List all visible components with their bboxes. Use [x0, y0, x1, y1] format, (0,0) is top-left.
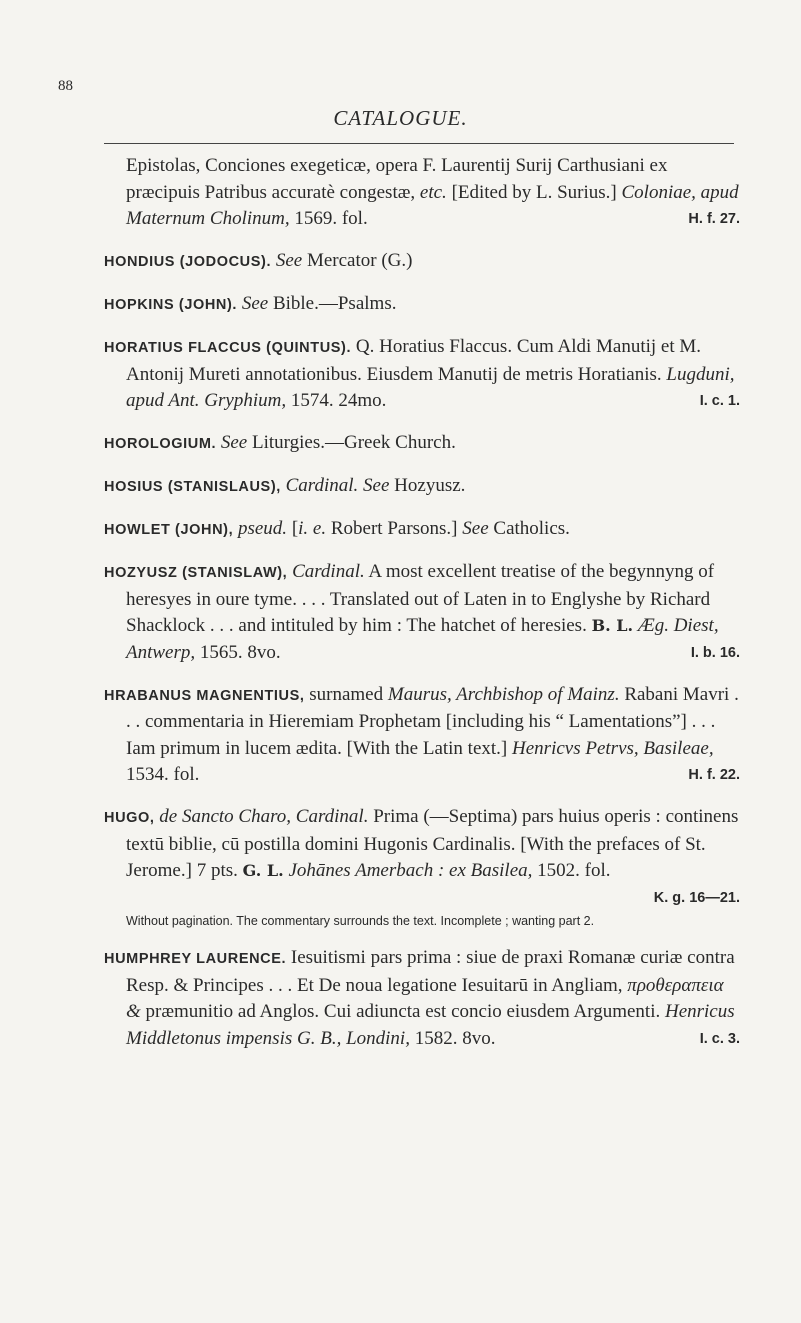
see-reference: See [462, 518, 489, 539]
entry-date-format: 1569. fol. [289, 208, 368, 229]
catalogue-entries [104, 153, 740, 1068]
entry-date-format: 1565. 8vo. [195, 641, 281, 663]
entry-heading: HOPKINS (JOHN). [104, 297, 238, 313]
entry-text: præmunitio ad Anglos. Cui adiuncta est concio eiusdem Argumenti. [145, 1001, 665, 1022]
entry-text: surnamed [304, 683, 388, 705]
header-rule [104, 143, 734, 144]
entry-imprint: Coloniae, apud Maternum Cholinum, [126, 181, 739, 229]
page-number: 88 [58, 78, 73, 94]
entry-heading: HRABANUS MAGNENTIUS, [104, 687, 305, 704]
entry-hondius [104, 248, 740, 276]
entry-text: Prima (—Septima) pars huius operis : continens textū biblie, cū postilla domini Hugonis Cardinalis. [With the prefaces of St. Jerome.] 7 pts. [126, 806, 739, 881]
black-letter-mark: B. L. [591, 616, 634, 635]
entry-text: Hozyusz. [389, 475, 466, 496]
entry-text: Liturgies.—Greek Church. [247, 432, 456, 453]
entry-note: Without pagination. The commentary surrounds the text. Incomplete ; wanting part 2. [126, 914, 595, 928]
entry-horologium [104, 430, 740, 458]
entry-hosius [104, 473, 740, 501]
entry-text: Mercator (G.) [302, 250, 413, 271]
running-head: CATALOGUE. [333, 106, 468, 130]
see-reference: Cardinal. See [285, 475, 390, 496]
entry-humphrey [104, 945, 740, 1052]
entry-heading: HORATIUS FLACCUS (QUINTUS). [104, 340, 352, 356]
entry-imprint: Henricus Middletonus impensis G. B., Londini, [126, 1001, 735, 1049]
entry-hugo [104, 804, 740, 885]
gothic-letter-mark: G. L. [242, 861, 284, 880]
entry-italic: i. e. [298, 518, 327, 539]
entry-imprint: Lugduni, apud Ant. Gryphium, [126, 363, 735, 411]
entry-imprint: Henricvs Petrvs, Basileae, [512, 737, 714, 759]
entry-italic: pseud. [237, 518, 288, 539]
entry-text: Robert Parsons.] [326, 518, 463, 539]
entry-heading: HUGO, [104, 810, 155, 826]
entry-date-format: 1502. fol. [532, 860, 611, 881]
entry-imprint: Æg. Diest, Antwerp, [126, 615, 719, 663]
entry-heading: HOSIUS (STANISLAUS), [104, 479, 281, 495]
entry-hrabanus [104, 682, 740, 789]
entry-surius-epistolas [104, 153, 740, 233]
entry-date-format: 1534. fol. [126, 764, 200, 785]
entry-italic: Cardinal. [292, 561, 365, 582]
entry-text: Q. Horatius Flaccus. Cum Aldi Manutij et M. Antonij Mureti annotationibus. Eiusdem Manutij de metris Horatianis. [126, 336, 702, 385]
see-reference: See [275, 250, 303, 271]
entry-heading: HOWLET (JOHN), [104, 522, 234, 538]
entry-hozyusz [104, 559, 740, 666]
press-mark: K. g. 16—21. [653, 889, 740, 906]
press-mark: I. c. 3. [699, 1030, 740, 1047]
entry-imprint: Johānes Amerbach : ex Basilea, [288, 860, 533, 881]
entry-date-format: 1582. 8vo. [409, 1027, 496, 1049]
entry-text: Iesuitismi pars prima : siue de praxi Romanæ curiæ contra Resp. & Principes . . . Et De noua legatione Iesuitarū in Angliam, [126, 947, 735, 996]
entry-heading: HONDIUS (JODOCUS). [104, 254, 272, 270]
see-reference: See [241, 293, 269, 314]
greek-word: προθεραπεια & [126, 974, 724, 1022]
press-mark: H. f. 22. [688, 767, 740, 783]
entry-italic: etc. [419, 181, 447, 203]
entry-text: Rabani Mavri . . . commentaria in Hieremiam Prophetam [including his “ Lamentations”] . . . Iam primum in lucem ædita. [With the Latin text.] [126, 683, 739, 759]
press-mark: H. f. 27. [688, 211, 740, 227]
entry-italic: de Sancto Charo, Cardinal. [159, 806, 369, 827]
entry-text: Bible.—Psalms. [268, 293, 397, 314]
entry-text: Catholics. [488, 518, 570, 539]
entry-howlet [104, 516, 740, 544]
entry-date-format: 1574. 24mo. [286, 390, 387, 411]
entry-horatius [104, 334, 740, 415]
entry-heading: HUMPHREY LAURENCE. [104, 951, 287, 967]
entry-italic: Maurus, Archbishop of Mainz. [387, 683, 620, 705]
entry-text: A most excellent treatise of the begynnyng of heresyes in oure tyme. . . . Translated out of Laten in to Englyshe by Richard Shacklock . . . and intituled by him : The hatchet of heresies. [126, 561, 715, 636]
press-mark: I. c. 1. [699, 393, 740, 409]
see-reference: See [220, 432, 248, 453]
entry-heading: HOZYUSZ (STANISLAW), [104, 565, 288, 581]
entry-hopkins [104, 291, 740, 319]
press-mark: I. b. 16. [690, 644, 740, 661]
entry-text: [Edited by L. Surius.] [446, 181, 622, 203]
entry-heading: HOROLOGIUM. [104, 436, 217, 452]
entry-text: Epistolas, Conciones exegeticæ, opera F. Laurentij Surij Carthusiani ex præcipuis Patribus accuratè congestæ, [126, 155, 668, 203]
entry-text: [ [287, 518, 299, 539]
